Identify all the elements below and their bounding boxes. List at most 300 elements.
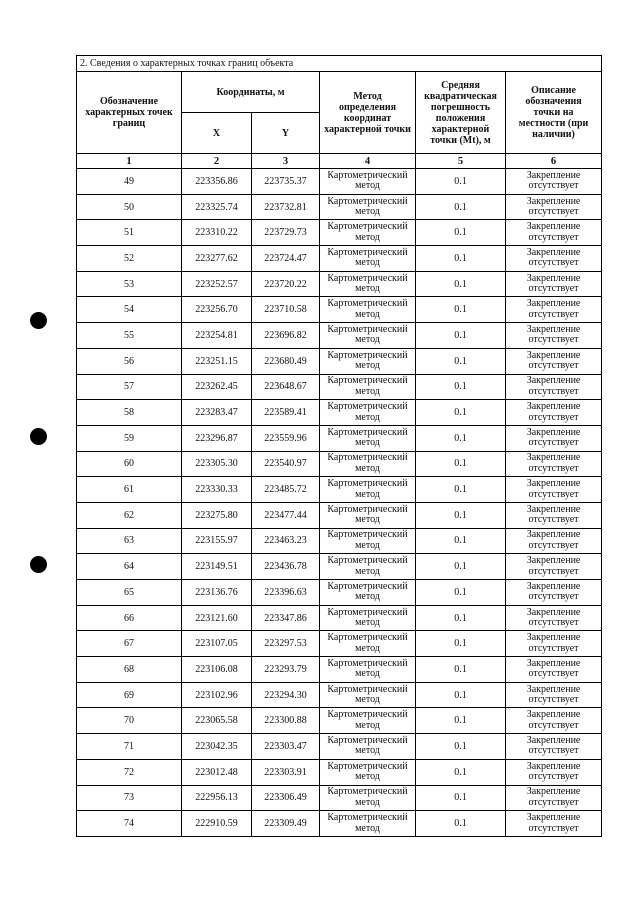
binder-hole-middle xyxy=(30,428,47,445)
method-line: Картометрический xyxy=(327,452,408,464)
description-line: Закрепление xyxy=(526,452,581,464)
method-line: метод xyxy=(355,360,380,372)
coord-y: 223396.63 xyxy=(252,580,320,606)
column-number: 2 xyxy=(182,154,252,169)
coord-y: 223729.73 xyxy=(252,220,320,246)
method-line: метод xyxy=(355,565,380,577)
coord-x: 223136.76 xyxy=(182,580,252,606)
point-id: 53 xyxy=(77,271,182,297)
description-cell xyxy=(506,400,602,426)
method-line: Картометрический xyxy=(327,760,408,772)
coord-x: 222910.59 xyxy=(182,811,252,837)
point-id: 68 xyxy=(77,657,182,683)
boundary-points-sheet xyxy=(76,55,601,837)
coord-x: 222956.13 xyxy=(182,785,252,811)
description-cell xyxy=(506,169,602,195)
description-cell xyxy=(506,682,602,708)
mt-value: 0.1 xyxy=(416,682,506,708)
column-number: 3 xyxy=(252,154,320,169)
description-cell xyxy=(506,246,602,272)
table-row xyxy=(77,631,602,657)
coord-x: 223252.57 xyxy=(182,271,252,297)
description-cell xyxy=(506,477,602,503)
header-description: Описание обозначения точки на местности (при наличии) xyxy=(506,72,602,154)
mt-value: 0.1 xyxy=(416,220,506,246)
point-id: 57 xyxy=(77,374,182,400)
method-cell xyxy=(320,451,416,477)
description-line: отсутствует xyxy=(528,617,579,629)
method-cell xyxy=(320,502,416,528)
description-cell xyxy=(506,657,602,683)
method-cell xyxy=(320,528,416,554)
table-row xyxy=(77,580,602,606)
mt-value: 0.1 xyxy=(416,425,506,451)
method-line: Картометрический xyxy=(327,246,408,258)
coord-y: 223559.96 xyxy=(252,425,320,451)
description-cell xyxy=(506,194,602,220)
description-line: Закрепление xyxy=(526,195,581,207)
method-line: Картометрический xyxy=(327,272,408,284)
table-row xyxy=(77,451,602,477)
method-line: метод xyxy=(355,385,380,397)
coord-x: 223305.30 xyxy=(182,451,252,477)
mt-value: 0.1 xyxy=(416,605,506,631)
description-cell xyxy=(506,297,602,323)
method-line: Картометрический xyxy=(327,298,408,310)
table-row xyxy=(77,811,602,837)
method-cell xyxy=(320,682,416,708)
coord-x: 223155.97 xyxy=(182,528,252,554)
description-cell xyxy=(506,734,602,760)
description-line: отсутствует xyxy=(528,668,579,680)
method-line: метод xyxy=(355,308,380,320)
column-number: 1 xyxy=(77,154,182,169)
description-line: отсутствует xyxy=(528,411,579,423)
point-id: 66 xyxy=(77,605,182,631)
description-cell xyxy=(506,323,602,349)
coord-y: 223294.30 xyxy=(252,682,320,708)
description-line: отсутствует xyxy=(528,437,579,449)
method-cell xyxy=(320,220,416,246)
method-line: Картометрический xyxy=(327,683,408,695)
mt-value: 0.1 xyxy=(416,374,506,400)
description-line: Закрепление xyxy=(526,786,581,798)
description-cell xyxy=(506,631,602,657)
method-line: метод xyxy=(355,206,380,218)
method-line: Картометрический xyxy=(327,580,408,592)
method-line: метод xyxy=(355,642,380,654)
coord-x: 223065.58 xyxy=(182,708,252,734)
method-cell xyxy=(320,374,416,400)
method-cell xyxy=(320,323,416,349)
method-line: метод xyxy=(355,257,380,269)
coord-y: 223724.47 xyxy=(252,246,320,272)
table-row xyxy=(77,528,602,554)
mt-value: 0.1 xyxy=(416,246,506,272)
point-id: 62 xyxy=(77,502,182,528)
coord-x: 223254.81 xyxy=(182,323,252,349)
description-line: отсутствует xyxy=(528,591,579,603)
point-id: 58 xyxy=(77,400,182,426)
coord-x: 223275.80 xyxy=(182,502,252,528)
mt-value: 0.1 xyxy=(416,759,506,785)
coord-y: 223293.79 xyxy=(252,657,320,683)
method-cell xyxy=(320,194,416,220)
table-row xyxy=(77,297,602,323)
description-line: отсутствует xyxy=(528,231,579,243)
boundary-points-table xyxy=(76,55,602,837)
description-line: Закрепление xyxy=(526,323,581,335)
method-line: метод xyxy=(355,539,380,551)
header-y: Y xyxy=(252,113,320,154)
description-line: Закрепление xyxy=(526,683,581,695)
point-id: 69 xyxy=(77,682,182,708)
description-cell xyxy=(506,759,602,785)
coord-y: 223303.47 xyxy=(252,734,320,760)
description-cell xyxy=(506,580,602,606)
coord-y: 223485.72 xyxy=(252,477,320,503)
method-line: Картометрический xyxy=(327,632,408,644)
method-line: метод xyxy=(355,411,380,423)
method-line: метод xyxy=(355,771,380,783)
method-line: метод xyxy=(355,591,380,603)
method-line: Картометрический xyxy=(327,401,408,413)
description-line: отсутствует xyxy=(528,822,579,834)
binder-hole-top xyxy=(30,312,47,329)
coord-y: 223300.88 xyxy=(252,708,320,734)
mt-value: 0.1 xyxy=(416,477,506,503)
table-row xyxy=(77,554,602,580)
description-line: Закрепление xyxy=(526,426,581,438)
description-line: отсутствует xyxy=(528,796,579,808)
point-id: 65 xyxy=(77,580,182,606)
description-line: отсутствует xyxy=(528,180,579,192)
description-cell xyxy=(506,554,602,580)
mt-value: 0.1 xyxy=(416,554,506,580)
description-line: Закрепление xyxy=(526,503,581,515)
method-cell xyxy=(320,554,416,580)
description-line: отсутствует xyxy=(528,745,579,757)
column-number: 4 xyxy=(320,154,416,169)
method-line: метод xyxy=(355,694,380,706)
mt-value: 0.1 xyxy=(416,194,506,220)
method-line: Картометрический xyxy=(327,709,408,721)
points-body xyxy=(77,169,602,837)
coord-y: 223303.91 xyxy=(252,759,320,785)
point-id: 70 xyxy=(77,708,182,734)
point-id: 55 xyxy=(77,323,182,349)
point-id: 56 xyxy=(77,348,182,374)
column-number: 5 xyxy=(416,154,506,169)
header-coordinates: Координаты, м xyxy=(182,72,320,113)
method-cell xyxy=(320,631,416,657)
table-row xyxy=(77,785,602,811)
description-line: отсутствует xyxy=(528,385,579,397)
table-row xyxy=(77,657,602,683)
mt-value: 0.1 xyxy=(416,785,506,811)
method-line: Картометрический xyxy=(327,606,408,618)
description-line: отсутствует xyxy=(528,771,579,783)
description-line: Закрепление xyxy=(526,169,581,181)
description-line: Закрепление xyxy=(526,734,581,746)
coord-y: 223477.44 xyxy=(252,502,320,528)
mt-value: 0.1 xyxy=(416,400,506,426)
table-row xyxy=(77,194,602,220)
point-id: 51 xyxy=(77,220,182,246)
table-row xyxy=(77,348,602,374)
method-line: метод xyxy=(355,488,380,500)
description-line: Закрепление xyxy=(526,246,581,258)
method-line: метод xyxy=(355,822,380,834)
method-line: Картометрический xyxy=(327,734,408,746)
method-line: Картометрический xyxy=(327,478,408,490)
method-cell xyxy=(320,605,416,631)
table-row xyxy=(77,502,602,528)
coord-y: 223648.67 xyxy=(252,374,320,400)
point-id: 52 xyxy=(77,246,182,272)
description-cell xyxy=(506,451,602,477)
coord-x: 223325.74 xyxy=(182,194,252,220)
description-line: отсутствует xyxy=(528,283,579,295)
coord-x: 223012.48 xyxy=(182,759,252,785)
method-line: Картометрический xyxy=(327,195,408,207)
method-cell xyxy=(320,811,416,837)
method-line: метод xyxy=(355,437,380,449)
description-line: отсутствует xyxy=(528,257,579,269)
coord-x: 223107.05 xyxy=(182,631,252,657)
mt-value: 0.1 xyxy=(416,169,506,195)
coord-x: 223149.51 xyxy=(182,554,252,580)
description-cell xyxy=(506,425,602,451)
point-id: 60 xyxy=(77,451,182,477)
table-row xyxy=(77,477,602,503)
point-id: 64 xyxy=(77,554,182,580)
binder-hole-bottom xyxy=(30,556,47,573)
method-line: метод xyxy=(355,462,380,474)
description-line: Закрепление xyxy=(526,221,581,233)
description-line: отсутствует xyxy=(528,334,579,346)
description-line: Закрепление xyxy=(526,401,581,413)
description-line: отсутствует xyxy=(528,488,579,500)
description-cell xyxy=(506,528,602,554)
coord-x: 223310.22 xyxy=(182,220,252,246)
method-line: метод xyxy=(355,617,380,629)
table-row xyxy=(77,759,602,785)
coord-y: 223735.37 xyxy=(252,169,320,195)
table-row xyxy=(77,323,602,349)
description-cell xyxy=(506,708,602,734)
description-line: отсутствует xyxy=(528,462,579,474)
method-line: Картометрический xyxy=(327,169,408,181)
point-id: 49 xyxy=(77,169,182,195)
description-line: отсутствует xyxy=(528,539,579,551)
description-cell xyxy=(506,271,602,297)
description-line: Закрепление xyxy=(526,555,581,567)
table-row xyxy=(77,220,602,246)
coord-y: 223710.58 xyxy=(252,297,320,323)
coord-x: 223256.70 xyxy=(182,297,252,323)
table-row xyxy=(77,682,602,708)
method-cell xyxy=(320,271,416,297)
method-cell xyxy=(320,759,416,785)
coord-y: 223309.49 xyxy=(252,811,320,837)
method-line: Картометрический xyxy=(327,555,408,567)
mt-value: 0.1 xyxy=(416,502,506,528)
method-line: Картометрический xyxy=(327,221,408,233)
method-line: метод xyxy=(355,283,380,295)
coord-x: 223042.35 xyxy=(182,734,252,760)
description-line: Закрепление xyxy=(526,529,581,541)
description-line: Закрепление xyxy=(526,657,581,669)
mt-value: 0.1 xyxy=(416,323,506,349)
description-line: отсутствует xyxy=(528,308,579,320)
table-row xyxy=(77,271,602,297)
mt-value: 0.1 xyxy=(416,271,506,297)
method-line: Картометрический xyxy=(327,657,408,669)
point-id: 73 xyxy=(77,785,182,811)
point-id: 71 xyxy=(77,734,182,760)
table-row xyxy=(77,734,602,760)
method-cell xyxy=(320,297,416,323)
coord-x: 223283.47 xyxy=(182,400,252,426)
method-line: метод xyxy=(355,231,380,243)
method-cell xyxy=(320,708,416,734)
description-cell xyxy=(506,374,602,400)
coord-x: 223277.62 xyxy=(182,246,252,272)
coord-y: 223306.49 xyxy=(252,785,320,811)
method-cell xyxy=(320,169,416,195)
mt-value: 0.1 xyxy=(416,657,506,683)
method-line: Картометрический xyxy=(327,529,408,541)
coord-x: 223262.45 xyxy=(182,374,252,400)
coord-y: 223347.86 xyxy=(252,605,320,631)
description-line: отсутствует xyxy=(528,565,579,577)
coord-y: 223720.22 xyxy=(252,271,320,297)
point-id: 54 xyxy=(77,297,182,323)
section-title: 2. Сведения о характерных точках границ объекта xyxy=(77,56,602,72)
description-line: отсутствует xyxy=(528,694,579,706)
description-line: Закрепление xyxy=(526,760,581,772)
header-x: X xyxy=(182,113,252,154)
method-cell xyxy=(320,657,416,683)
description-line: Закрепление xyxy=(526,375,581,387)
mt-value: 0.1 xyxy=(416,631,506,657)
column-number: 6 xyxy=(506,154,602,169)
table-row xyxy=(77,425,602,451)
method-line: Картометрический xyxy=(327,349,408,361)
coord-y: 223463.23 xyxy=(252,528,320,554)
description-line: Закрепление xyxy=(526,349,581,361)
table-row xyxy=(77,400,602,426)
point-id: 74 xyxy=(77,811,182,837)
method-line: Картометрический xyxy=(327,375,408,387)
coord-x: 223251.15 xyxy=(182,348,252,374)
method-line: метод xyxy=(355,668,380,680)
coord-y: 223680.49 xyxy=(252,348,320,374)
description-line: Закрепление xyxy=(526,272,581,284)
description-line: Закрепление xyxy=(526,632,581,644)
coord-x: 223106.08 xyxy=(182,657,252,683)
mt-value: 0.1 xyxy=(416,297,506,323)
coord-y: 223297.53 xyxy=(252,631,320,657)
mt-value: 0.1 xyxy=(416,708,506,734)
method-line: метод xyxy=(355,180,380,192)
mt-value: 0.1 xyxy=(416,451,506,477)
column-number-row xyxy=(77,154,602,169)
table-row xyxy=(77,374,602,400)
mt-value: 0.1 xyxy=(416,811,506,837)
description-line: Закрепление xyxy=(526,812,581,824)
description-cell xyxy=(506,220,602,246)
method-cell xyxy=(320,734,416,760)
description-line: Закрепление xyxy=(526,478,581,490)
point-id: 61 xyxy=(77,477,182,503)
header-method: Метод определения координат характерной точки xyxy=(320,72,416,154)
method-cell xyxy=(320,246,416,272)
method-cell xyxy=(320,400,416,426)
method-line: метод xyxy=(355,719,380,731)
method-line: метод xyxy=(355,796,380,808)
description-line: отсутствует xyxy=(528,642,579,654)
point-id: 59 xyxy=(77,425,182,451)
mt-value: 0.1 xyxy=(416,348,506,374)
header-mt: Средняя квадратическая погрешность положения характерной точки (Mt), м xyxy=(416,72,506,154)
description-cell xyxy=(506,785,602,811)
description-line: отсутствует xyxy=(528,514,579,526)
point-id: 72 xyxy=(77,759,182,785)
method-cell xyxy=(320,348,416,374)
mt-value: 0.1 xyxy=(416,734,506,760)
coord-y: 223436.78 xyxy=(252,554,320,580)
method-line: Картометрический xyxy=(327,503,408,515)
description-line: Закрепление xyxy=(526,580,581,592)
table-row xyxy=(77,169,602,195)
mt-value: 0.1 xyxy=(416,580,506,606)
method-line: Картометрический xyxy=(327,323,408,335)
description-cell xyxy=(506,348,602,374)
table-row xyxy=(77,246,602,272)
coord-x: 223102.96 xyxy=(182,682,252,708)
table-row xyxy=(77,605,602,631)
coord-y: 223589.41 xyxy=(252,400,320,426)
coord-y: 223732.81 xyxy=(252,194,320,220)
description-line: отсутствует xyxy=(528,360,579,372)
method-cell xyxy=(320,580,416,606)
coord-y: 223540.97 xyxy=(252,451,320,477)
description-line: отсутствует xyxy=(528,206,579,218)
coord-x: 223330.33 xyxy=(182,477,252,503)
point-id: 63 xyxy=(77,528,182,554)
method-cell xyxy=(320,785,416,811)
description-cell xyxy=(506,605,602,631)
method-line: Картометрический xyxy=(327,426,408,438)
method-cell xyxy=(320,425,416,451)
coord-y: 223696.82 xyxy=(252,323,320,349)
method-cell xyxy=(320,477,416,503)
coord-x: 223121.60 xyxy=(182,605,252,631)
method-line: метод xyxy=(355,334,380,346)
description-cell xyxy=(506,502,602,528)
point-id: 67 xyxy=(77,631,182,657)
coord-x: 223356.86 xyxy=(182,169,252,195)
method-line: Картометрический xyxy=(327,812,408,824)
header-point: Обозначение характерных точек границ xyxy=(77,72,182,154)
point-id: 50 xyxy=(77,194,182,220)
table-row xyxy=(77,708,602,734)
description-cell xyxy=(506,811,602,837)
description-line: Закрепление xyxy=(526,298,581,310)
description-line: Закрепление xyxy=(526,709,581,721)
